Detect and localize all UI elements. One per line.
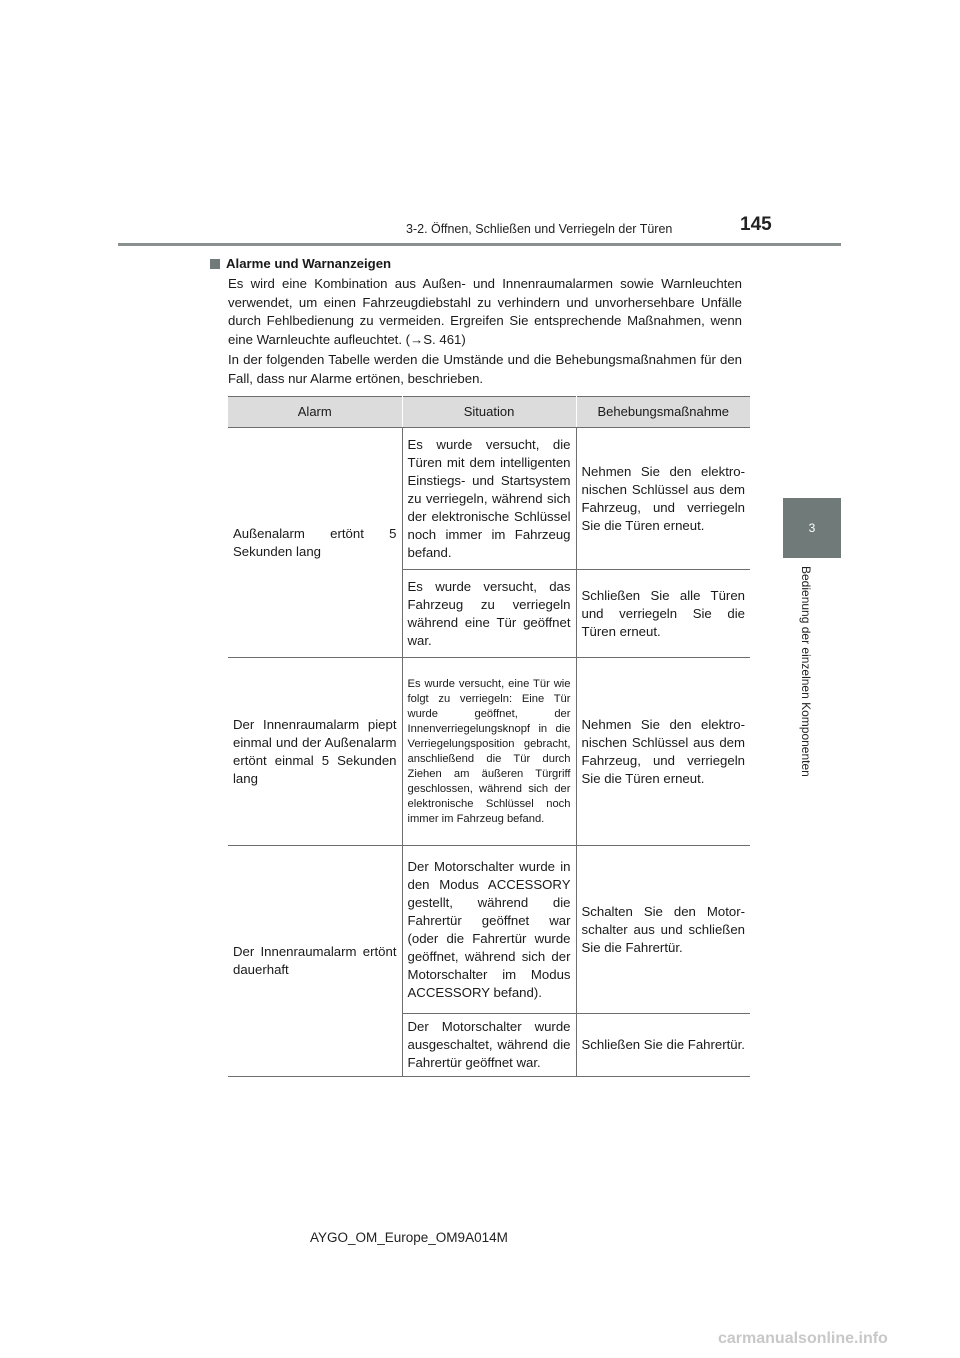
chapter-title-vertical bbox=[783, 566, 813, 796]
document-footer-code: AYGO_OM_Europe_OM9A014M bbox=[310, 1230, 508, 1245]
remedy-cell: Schalten Sie den Motorschalter aus und schließen Sie die Fahrertür. bbox=[576, 846, 750, 1014]
remedy-cell: Schließen Sie alle Türen und verriegeln Sie die Türen erneut. bbox=[576, 570, 750, 658]
table-intro-paragraph: In der folgenden Tabelle werden die Umstände und die Behebungsmaßnahmen für den Fall, dass nur Alarme ertönen, beschrieben. bbox=[228, 352, 742, 386]
section-heading-text: Alarme und Warnanzeigen bbox=[226, 256, 392, 271]
chapter-number-tab: 3 bbox=[783, 498, 841, 558]
table-row bbox=[228, 658, 750, 846]
square-bullet-icon bbox=[210, 259, 220, 269]
table-header-row bbox=[228, 397, 750, 428]
table-row bbox=[228, 428, 750, 570]
situation-cell: Es wurde versucht, eine Tür wie folgt zu verriegeln: Eine Tür wurde geöffnet, der Innenverriegelungsknopf in die Verriegelungsposition gebracht, anschließend die Tür durch Ziehen am äußeren Türgriff geschlossen, während sich der elektronische Schlüssel noch immer im Fahrzeug befand. bbox=[402, 658, 576, 846]
situation-cell: Es wurde versucht, das Fahrzeug zu verriegeln während eine Tür geöffnet war. bbox=[402, 570, 576, 658]
intro-paragraph: Es wird eine Kombination aus Außen- und Innenraumalarmen sowie Warnleuchten verwendet, um einen Fahrzeugdiebstahl zu verhindern und unvorhersehbare Unfälle durch Fehlbedienung zu vermeiden. Ergreifen Sie entsprechende Maßnahmen, wenn eine Warnleuchte aufleuchtet. (→S. 461) bbox=[228, 276, 742, 347]
header-alarm: Alarm bbox=[228, 397, 402, 428]
header-divider bbox=[118, 243, 841, 246]
remedy-cell: Nehmen Sie den elektronischen Schlüssel aus dem Fahrzeug, und verriegeln Sie die Türen erneut. bbox=[576, 428, 750, 570]
chapter-title-text: Bedienung der einzelnen Komponenten bbox=[799, 566, 813, 777]
situation-cell: Der Motorschalter wurde in den Modus ACCESSORY gestellt, während die Fahrertür geöffnet war (oder die Fahrertür wurde geöffnet, während sich der Motorschalter im Modus ACCESSORY befand). bbox=[402, 846, 576, 1014]
situation-cell: Es wurde versucht, die Türen mit dem intelligenten Einstiegs- und Startsystem zu verriegeln, während sich der elektronische Schlüssel noch immer im Fahrzeug befand. bbox=[402, 428, 576, 570]
alarm-table bbox=[228, 396, 750, 1077]
remedy-cell: Nehmen Sie den elektronischen Schlüssel aus dem Fahrzeug, und verriegeln Sie die Türen erneut. bbox=[576, 658, 750, 846]
remedy-cell: Schließen Sie die Fahrertür. bbox=[576, 1014, 750, 1077]
header-situation: Situation bbox=[402, 397, 576, 428]
alarm-cell: Der Innenraumalarm ertönt dauerhaft bbox=[228, 846, 402, 1077]
alarm-cell: Außenalarm ertönt 5 Sekunden lang bbox=[228, 428, 402, 658]
situation-cell: Der Motorschalter wurde ausgeschaltet, während die Fahrertür geöffnet war. bbox=[402, 1014, 576, 1077]
running-header-section: 3-2. Öffnen, Schließen und Verriegeln der Türen bbox=[406, 222, 673, 236]
header-remedy: Behebungsmaßnahme bbox=[576, 397, 750, 428]
page-number: 145 bbox=[740, 214, 772, 235]
section-heading bbox=[210, 256, 391, 271]
table-row bbox=[228, 846, 750, 1014]
alarm-cell: Der Innenraumalarm piept einmal und der Außenalarm ertönt einmal 5 Sekunden lang bbox=[228, 658, 402, 846]
watermark: carmanualsonline.info bbox=[718, 1330, 888, 1347]
